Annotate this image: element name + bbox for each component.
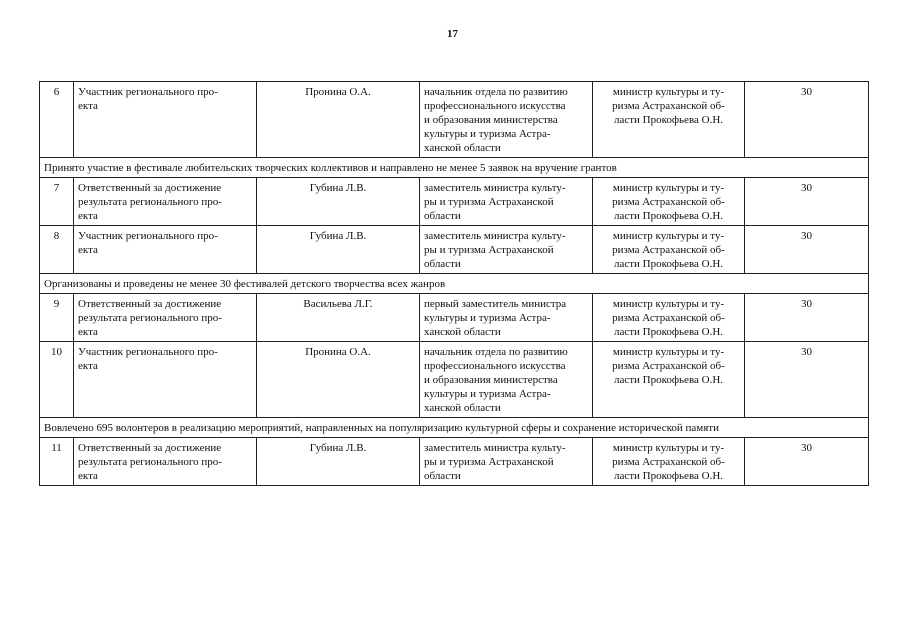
value-cell: 30 [745, 294, 869, 342]
section-row [40, 274, 869, 294]
supervisor-cell: министр культуры и ту- ризма Астраханской об- ласти Прокофьева О.Н. [593, 342, 745, 418]
row-number: 8 [40, 226, 74, 274]
table-row [40, 82, 869, 158]
position-cell: начальник отдела по развитию профессионального искусства и образования министерства культуры и туризма Астра- ханской области [420, 82, 593, 158]
assignments-table [39, 81, 869, 486]
role-cell: Ответственный за достижение результата регионального про- екта [74, 438, 257, 486]
table-body [40, 82, 869, 486]
section-heading: Принято участие в фестивале любительских творческих коллективов и направлено не менее 5 заявок на вручение грантов [40, 158, 869, 178]
value-cell: 30 [745, 82, 869, 158]
row-number: 6 [40, 82, 74, 158]
section-heading: Вовлечено 695 волонтеров в реализацию мероприятий, направленных на популяризацию культурной сферы и сохранение исторической памяти [40, 418, 869, 438]
row-number: 9 [40, 294, 74, 342]
position-cell: начальник отдела по развитию профессионального искусства и образования министерства культуры и туризма Астра- ханской области [420, 342, 593, 418]
position-cell: заместитель министра культу- ры и туризма Астраханской области [420, 226, 593, 274]
value-cell: 30 [745, 178, 869, 226]
table-row [40, 294, 869, 342]
row-number: 10 [40, 342, 74, 418]
supervisor-cell: министр культуры и ту- ризма Астраханской об- ласти Прокофьева О.Н. [593, 226, 745, 274]
role-cell: Ответственный за достижение результата регионального про- екта [74, 294, 257, 342]
role-cell: Участник регионального про- екта [74, 82, 257, 158]
person-name-cell: Губина Л.В. [257, 226, 420, 274]
person-name-cell: Васильева Л.Г. [257, 294, 420, 342]
person-name-cell: Губина Л.В. [257, 438, 420, 486]
table-row [40, 438, 869, 486]
position-cell: первый заместитель министра культуры и туризма Астра- ханской области [420, 294, 593, 342]
position-cell: заместитель министра культу- ры и туризма Астраханской области [420, 438, 593, 486]
value-cell: 30 [745, 438, 869, 486]
person-name-cell: Пронина О.А. [257, 342, 420, 418]
row-number: 11 [40, 438, 74, 486]
person-name-cell: Пронина О.А. [257, 82, 420, 158]
role-cell: Участник регионального про- екта [74, 226, 257, 274]
role-cell: Участник регионального про- екта [74, 342, 257, 418]
page-number: 17 [447, 28, 458, 40]
table-row [40, 226, 869, 274]
table-row [40, 178, 869, 226]
role-cell: Ответственный за достижение результата регионального про- екта [74, 178, 257, 226]
person-name-cell: Губина Л.В. [257, 178, 420, 226]
position-cell: заместитель министра культу- ры и туризма Астраханской области [420, 178, 593, 226]
value-cell: 30 [745, 342, 869, 418]
supervisor-cell: министр культуры и ту- ризма Астраханской об- ласти Прокофьева О.Н. [593, 438, 745, 486]
row-number: 7 [40, 178, 74, 226]
section-row [40, 418, 869, 438]
supervisor-cell: министр культуры и ту- ризма Астраханской об- ласти Прокофьева О.Н. [593, 82, 745, 158]
supervisor-cell: министр культуры и ту- ризма Астраханской об- ласти Прокофьева О.Н. [593, 294, 745, 342]
section-heading: Организованы и проведены не менее 30 фестивалей детского творчества всех жанров [40, 274, 869, 294]
value-cell: 30 [745, 226, 869, 274]
table-row [40, 342, 869, 418]
supervisor-cell: министр культуры и ту- ризма Астраханской об- ласти Прокофьева О.Н. [593, 178, 745, 226]
section-row [40, 158, 869, 178]
